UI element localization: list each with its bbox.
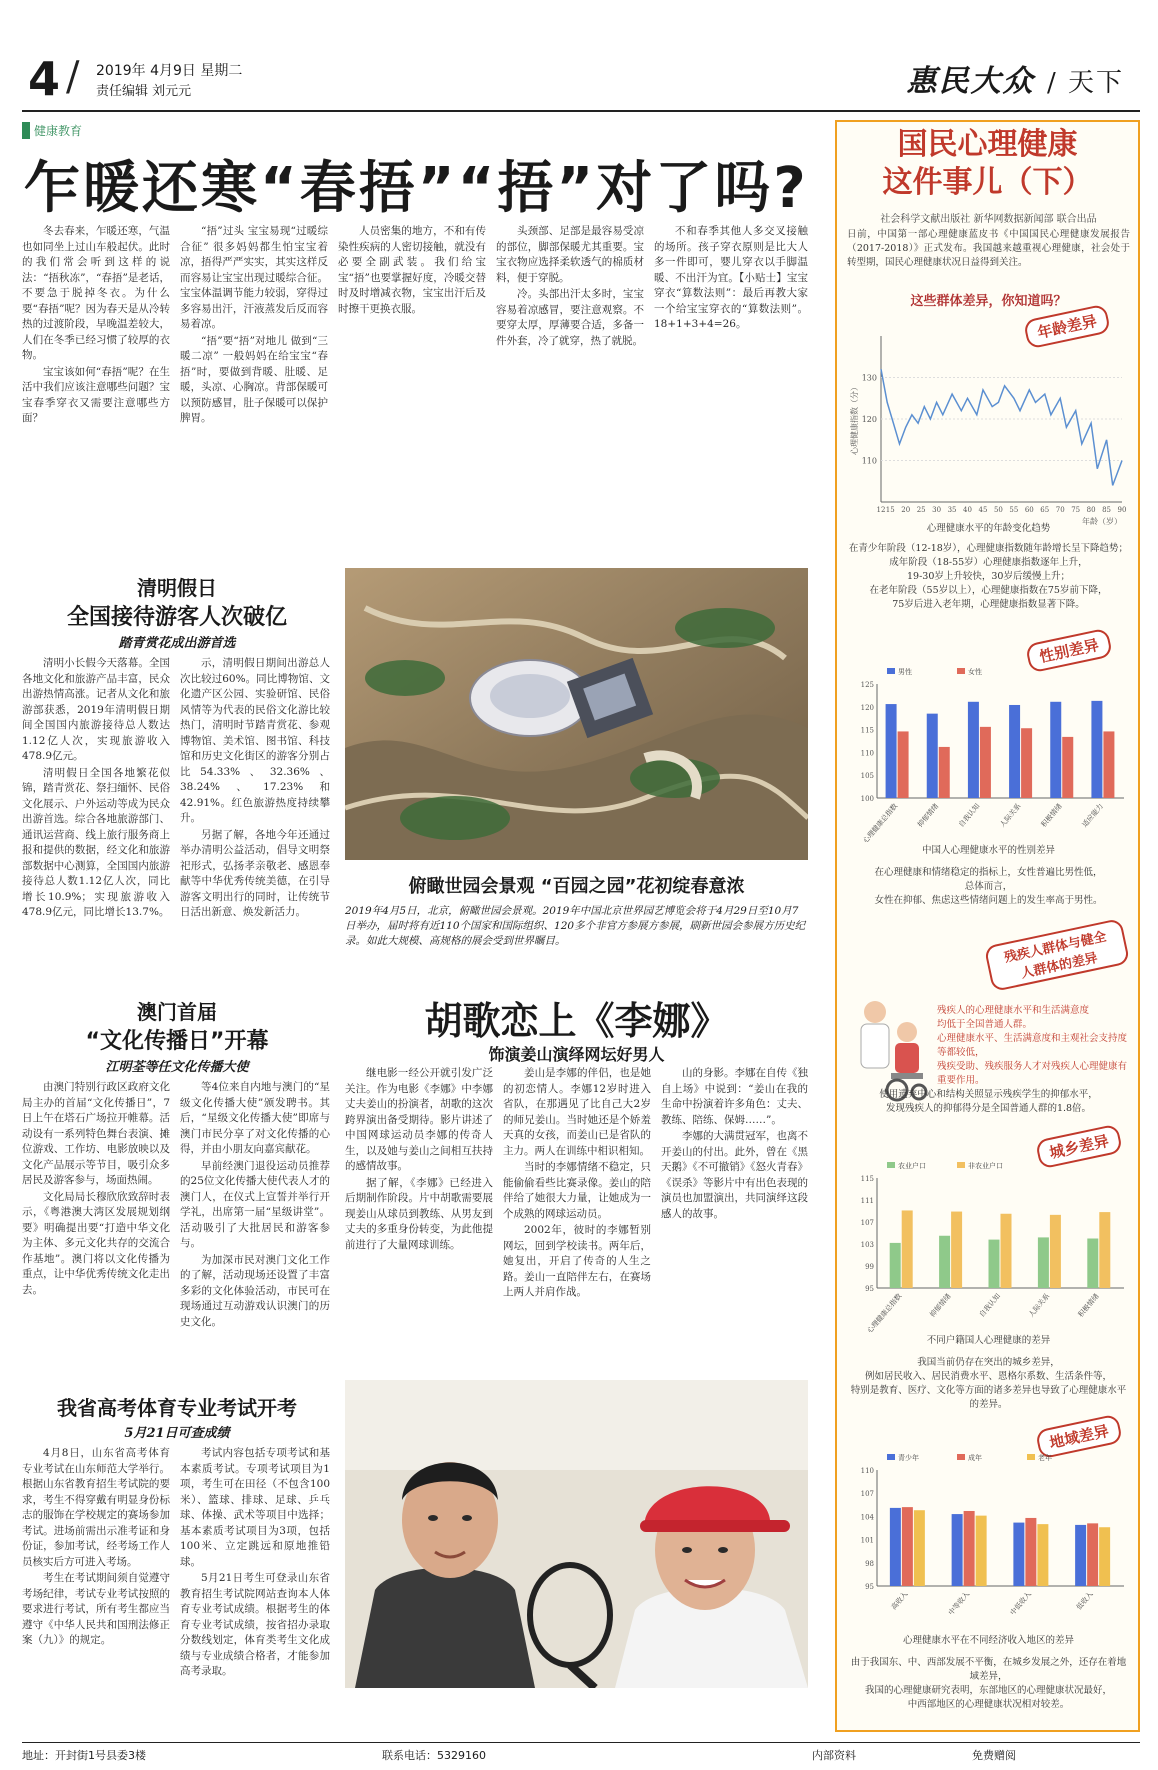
- y-tick-label: 107: [860, 1490, 874, 1499]
- y-tick-label: 110: [860, 1467, 874, 1475]
- x-tick-label: 自我认知: [957, 802, 982, 829]
- y-tick-label: 104: [860, 1513, 874, 1522]
- article2-paragraph: 示，清明假日期间出游总人次比较过60%。同比博物馆、文化遗产区公园、实验研馆、民俗风情等为代表的民俗文化游比较热门，清明时节踏青赏花、参观博物馆、美术馆、图书馆、科技馆和历史文化街区的游客分别占比54.33%、32.36%、38.24%、17.23%和42.91%。红色旅游热度持续攀升。: [180, 657, 330, 824]
- legend-label: 男性: [898, 668, 912, 676]
- age-series-line: [881, 369, 1122, 485]
- gender-note: 女性在抑郁、焦虑这些情绪问题上的发生率高于男性。: [874, 895, 1103, 906]
- sidebar-title: [837, 126, 1138, 202]
- x-tick-label: 中等收入: [947, 1590, 972, 1617]
- bar: [898, 731, 909, 798]
- y-tick-label: 130: [861, 373, 877, 383]
- age-note: 成年阶段（18-55岁）心理健康指数逐年上升，: [889, 557, 1088, 568]
- gender-notes: [847, 866, 1130, 908]
- header-rule: [22, 110, 1140, 112]
- disabled-notes-2: [847, 1088, 1130, 1116]
- bar: [1103, 731, 1114, 798]
- gender-note: 在心理健康和情绪稳定的指标上，女性普遍比男性低，: [874, 867, 1103, 878]
- article4-paragraph: 姜山是李娜的伴侣，也是她的初恋情人。李娜12岁时进入省队，在那遇见了比自己大2岁的师兄姜山。当时她还是个娇羞天真的女孩，而姜山已是省队的主力。两人在训练中相识相知。: [503, 1067, 651, 1157]
- article5-paragraph: 考试内容包括专项考试和基本素质考试。专项考试项目为1项，考生可在田径（不包含100米）、篮球、排球、足球、乒乓球、体操、武术等项目中选择；基本素质考试项目为3项，包括100米、立定跳远和原地推铅球。: [180, 1447, 330, 1568]
- article4-col-3: [661, 1066, 808, 1372]
- article3-col-1: [22, 1080, 170, 1370]
- bar: [1038, 1237, 1049, 1288]
- photo-park-caption: 2019年4月5日，北京，俯瞰世园会景观。2019年中国北京世界园艺博览会将于4月29日至10月7日举办，届时将有近110个国家和国际组织、120多个非官方参展方参展，刷新世园会参展方历史纪录。如此大规模、高规格的展会受到世界瞩目。: [345, 905, 806, 947]
- regional-note: 我国的心理健康研究表明，东部地区的心理健康状况最好，: [864, 1685, 1112, 1696]
- x-tick-label: 20: [901, 506, 911, 514]
- article3-paragraph: 由澳门特别行政区政府文化局主办的首届“文化传播日”，7日上午在塔石广场拉开帷幕。活动设有一系列特色舞台表演、摊位游戏、工作坊、电影放映以及文化产品展示等节目，吸引众多居民及游客参与，场面热闹。: [22, 1081, 170, 1186]
- gender-caption: 中国人心理健康水平的性别差异: [921, 845, 1055, 856]
- legend-label: 成年: [968, 1454, 982, 1462]
- bar: [1050, 1215, 1061, 1288]
- legend-swatch: [957, 1162, 965, 1168]
- article1-paragraph: 不和春季其他人多交叉接触的场所。孩子穿衣原则是比大人多一件即可，婴儿穿衣以手脚温暖、不出汗为宜。【小贴士】宝宝穿衣“算数法则”：最后再教大家一个给宝宝穿衣的“算数法则”。18+1+3+4=26。: [654, 225, 808, 330]
- bar: [890, 1508, 901, 1586]
- regional-notes: [847, 1656, 1130, 1712]
- badge-gender: 性别差异: [1025, 628, 1113, 674]
- bar: [939, 1236, 950, 1288]
- legend-label: 青少年: [898, 1454, 919, 1462]
- legend-swatch: [887, 668, 895, 674]
- bar: [952, 1514, 963, 1586]
- x-tick-label: 心理健康总指数: [865, 1292, 904, 1332]
- article1-paragraph: 冬去春来，乍暖还寒，气温也如同坐上过山车般起伏。此时的我们常会听到这样的说法：“捂秋冻”，“春捂”是老话，不要急于脱掉冬衣。为什么要“春捂”呢？因为春天是从冷转热的过渡阶段，早晚温差较大，人们在冬季已经习惯了较厚的衣物。: [22, 225, 170, 361]
- legend-label: 非农业户口: [968, 1162, 1003, 1170]
- x-tick-label: 15: [885, 506, 895, 514]
- bar: [964, 1511, 975, 1586]
- sidebar-intro: 日前，中国第一部心理健康蓝皮书《中国国民心理健康发展报告（2017-2018）》正式发布。我国越来越重视心理健康，社会处于转型期，国民心理健康状况日益得到关注。: [847, 229, 1130, 268]
- urban-rural-notes: [847, 1356, 1130, 1412]
- article3-paragraph: 早前经澳门退役运动员推荐的25位文化传播大使代表人才的澳门人，在仪式上宣誓并举行开学礼，出席第一届“星级讲堂”。活动吸引了大批居民和游客参与。: [180, 1159, 330, 1249]
- y-axis-label: 心理健康指数（分）: [850, 383, 859, 455]
- article5-paragraph: 5月21日考生可登录山东省教育招生考试院网站查询本人体育专业考试成绩。根据考生的体育专业考试成绩，按省招办录取分数线划定，体育类考生文化成绩与专业成绩合格者，才能参加高考录取。: [180, 1572, 330, 1677]
- x-tick-label: 60: [1024, 506, 1034, 514]
- disabled-note: 使用遗弃中心和结构关照显示残疾学生的抑郁水平，: [879, 1089, 1098, 1100]
- sidebar-title-line1: 国民心理健康: [897, 127, 1078, 162]
- article2-paragraph: 另据了解，各地今年还通过举办清明公益活动，倡导文明祭祀形式，弘扬孝亲敬老、感恩奉献等中华优秀传统美德，在引导游客文明出行的同时，让传统节日活出新意、焕发新活力。: [180, 828, 330, 918]
- article3-paragraph: 文化局局长穆欣欣致辞时表示，《粤港澳大湾区发展规划纲要》明确提出要“打造中华文化为主体、多元文化共存的交流合作基地”。澳门将以文化传播为重点，让中华优秀传统文化走出去。: [22, 1190, 170, 1296]
- bar: [1099, 1527, 1110, 1586]
- x-tick-label: 85: [1102, 506, 1112, 514]
- section-tag: 健康教育: [22, 122, 82, 139]
- y-tick-label: 103: [860, 1241, 874, 1249]
- bar: [927, 714, 938, 798]
- article4-paragraph: 2002年，彼时的李娜暂别网坛，回到学校读书。两年后，她复出，开启了传奇的人生之路。姜山一直陪伴左右，在赛场上两人并肩作战。: [503, 1224, 651, 1298]
- section-name: 天下: [1067, 68, 1124, 98]
- article1-paragraph: 冷。头部出汗太多时，宝宝容易着凉感冒，要注意观察。不要穿太厚，厚薄要合适，多备一件外套，冷了就穿，热了就脱。: [496, 288, 644, 347]
- sidebar-title-line2: 这件事儿（下）: [882, 165, 1093, 200]
- bar: [1062, 737, 1073, 798]
- x-tick-label: 70: [1055, 506, 1065, 514]
- chart-age-trend: [847, 322, 1130, 532]
- disabled-note: 心理健康水平、生活满意度和主观社会支持度等都较低，: [937, 1033, 1128, 1058]
- article4-paragraph: 山的身影。李娜在自传《独自上场》中说到：“姜山在我的生命中扮演着许多角色：丈夫、教练、陪练、保姆……”。: [661, 1067, 808, 1126]
- x-tick-label: 40: [963, 506, 972, 514]
- article1-paragraph: 头颈部、足部是最容易受凉的部位，脚部保暖尤其重要。宝宝衣物应选择柔软透气的棉质材料，便于穿脱。: [496, 225, 644, 284]
- article2-title-line1: 清明假日: [137, 576, 217, 600]
- issue-date: 2019年 4月9日 星期二: [96, 63, 243, 79]
- x-tick-label: 适应能力: [1080, 802, 1105, 829]
- y-tick-label: 120: [860, 703, 874, 712]
- disabled-notes: [937, 1004, 1132, 1088]
- legend-swatch: [957, 668, 965, 674]
- sidebar-question: 这些群体差异，你知道吗？: [910, 294, 1067, 309]
- article3-paragraph: 为加深市民对澳门文化工作的了解，活动现场还设置了丰富多彩的文化体验活动，市民可在现场通过互动游戏认识澳门的历史文化。: [180, 1253, 330, 1328]
- bar: [1075, 1525, 1086, 1586]
- legend-label: 老年: [1038, 1454, 1052, 1462]
- x-tick-label: 低收入: [1075, 1590, 1095, 1612]
- bar: [1025, 1518, 1036, 1586]
- regional-caption: 心理健康水平在不同经济收入地区的差异: [902, 1635, 1074, 1646]
- article2-col-1: [22, 656, 170, 966]
- bar: [1091, 701, 1102, 798]
- chart-gender: [847, 662, 1130, 842]
- bar: [886, 704, 897, 798]
- x-tick-label: 人际关系: [998, 802, 1023, 829]
- article4-byline: 饰演姜山演绎网坛好男人: [488, 1045, 665, 1064]
- article1-title: 乍暖还寒“春捂”“捂”对了吗?: [24, 156, 809, 221]
- article1-col-4: [496, 224, 644, 554]
- bar: [1050, 702, 1061, 798]
- x-tick-label: 50: [993, 506, 1003, 514]
- article1-paragraph: “捂”过头 宝宝易现“过暖综合征” 很多妈妈都生怕宝宝着凉，捂得严严实实，其实这样反而容易让宝宝出现过暖综合征。宝宝体温调节能力较弱，穿得过多容易出汗，汗液蒸发后反而容易着凉。: [180, 225, 328, 330]
- y-tick-label: 99: [865, 1263, 874, 1271]
- bar: [976, 1516, 987, 1586]
- badge-regional: 地域差异: [1035, 1414, 1123, 1460]
- x-tick-label: 积极情绪: [1039, 802, 1064, 829]
- urban-rural-note: 我国当前仍存在突出的城乡差异，: [917, 1357, 1060, 1368]
- x-tick-label: 抑郁情绪: [916, 802, 941, 829]
- x-tick-label: 心理健康总指数: [861, 802, 900, 842]
- footer-phone: 联系电话：5329160: [382, 1749, 486, 1762]
- article1-paragraph: “捂”要“捂”对地儿 做到“三暖二凉” 一般妈妈在给宝宝“春捂”时，要做到背暖、肚暖、足暖，头凉、心胸凉。背部保暖可以预防感冒，肚子保暖可以保护脾胃。: [180, 334, 328, 424]
- disabled-note: 均低于全国普通人群。: [937, 1019, 1033, 1030]
- page-header: [22, 50, 1140, 108]
- age-note: 19-30岁上升较快，30岁后缓慢上升；: [907, 571, 1070, 582]
- sidebar-mental-health: [835, 120, 1140, 1732]
- y-tick-label: 115: [860, 1175, 874, 1183]
- y-tick-label: 111: [860, 1197, 874, 1205]
- gender-note: 总体而言，: [964, 881, 1013, 892]
- x-tick-label: 人际关系: [1027, 1292, 1052, 1319]
- x-tick-label: 75: [1071, 506, 1081, 514]
- article1-col-5: [654, 224, 808, 554]
- x-axis-label: 年龄（岁）: [1082, 517, 1122, 526]
- x-tick-label: 中低收入: [1008, 1590, 1033, 1617]
- badge-disabled: 残疾人群体与健全人群体的差异: [984, 918, 1131, 992]
- x-tick-label: 65: [1040, 506, 1050, 514]
- article3-title-line1: 澳门首届: [137, 1000, 217, 1024]
- urban-rural-caption: 不同户籍国人心理健康的差异: [926, 1335, 1051, 1346]
- x-tick-label: 25: [916, 506, 926, 514]
- legend-label: 农业户口: [898, 1162, 926, 1170]
- urban-rural-note: 例如居民收入、居民消费水平、恩格尔系数、生活条件等，: [864, 1371, 1112, 1382]
- bar: [890, 1243, 901, 1288]
- y-tick-label: 100: [860, 795, 874, 803]
- article5-col-2: [180, 1446, 330, 1732]
- bar: [1009, 705, 1020, 798]
- article4-paragraph: 继电影一经公开就引发广泛关注。作为电影《李娜》中李娜丈夫姜山的扮演者，胡歌的这次跨界演出备受期待。影片讲述了中国网球运动员李娜的传奇人生，以及她与姜山之间相互扶持的感情故事。: [345, 1067, 493, 1172]
- footer-address: 地址：开封街1号县委3楼: [22, 1749, 146, 1762]
- chart-urban-rural: [847, 1156, 1130, 1332]
- bar: [968, 702, 979, 798]
- footer-free: 免费赠阅: [972, 1749, 1016, 1762]
- y-tick-label: 107: [860, 1219, 874, 1227]
- age-note: 在青少年阶段（12-18岁），心理健康指数随年龄增长呈下降趋势；: [848, 543, 1129, 554]
- article4-col-1: [345, 1066, 493, 1372]
- article1-col-1: [22, 224, 170, 554]
- x-tick-label: 35: [947, 506, 957, 514]
- article4-paragraph: 李娜的大满贯冠军，也离不开姜山的付出。此外，曾在《黑天鹅》《不可撤销》《怒火青春》《误杀》等影片中有出色表现的演员也加盟演出，共同演绎这段感人的故事。: [661, 1130, 808, 1220]
- disabled-note: 残疾受助、残疾服务人才对残疾人心理健康有重要作用。: [937, 1061, 1128, 1086]
- legend-swatch: [887, 1454, 895, 1460]
- regional-note: 由于我国东、中、西部发展不平衡，在城乡发展之外，还存在着地域差异，: [850, 1657, 1127, 1682]
- article5-byline: 5月21日可查成绩: [124, 1426, 230, 1441]
- article4-paragraph: 当时的李娜情绪不稳定，只能偷偷看些比赛录像。姜山的陪伴给了她很大力量，让她成为一个成熟的网球运动员。: [503, 1161, 651, 1220]
- y-tick-label: 110: [860, 749, 874, 758]
- bar: [1087, 1523, 1098, 1586]
- y-tick-label: 101: [860, 1536, 874, 1545]
- y-tick-label: 115: [860, 726, 874, 735]
- y-tick-label: 120: [861, 415, 877, 424]
- article5-paragraph: 4月8日，山东省高考体育专业考试在山东师范大学举行。根据山东省教育招生考试院的要求，考生不得穿戴有明显身份标志的服饰在学校规定的赛场参加考试。进场前需出示准考证和身份证，参加考试，经考场工作人员核实后方可进入考场。: [22, 1447, 170, 1568]
- article3-col-2: [180, 1080, 330, 1370]
- legend-label: 女性: [968, 668, 982, 676]
- y-tick-label: 110: [861, 456, 877, 466]
- sidebar-source: 社会科学文献出版社 新华网数据新闻部 联合出品: [880, 214, 1097, 225]
- article4-title: 胡歌恋上《李娜》: [424, 998, 729, 1043]
- article1-col-2: [180, 224, 328, 554]
- bar: [1001, 1214, 1012, 1288]
- y-tick-label: 95: [865, 1583, 874, 1591]
- editor-credit: 责任编辑 刘元元: [96, 84, 192, 99]
- badge-age: 年龄差异: [1023, 304, 1111, 350]
- bar: [1099, 1212, 1110, 1288]
- legend-swatch: [1027, 1454, 1035, 1460]
- legend-swatch: [957, 1454, 965, 1460]
- bar: [1037, 1524, 1048, 1586]
- bar: [1087, 1239, 1098, 1289]
- bar: [1021, 728, 1032, 798]
- badge-urban-rural: 城乡差异: [1035, 1124, 1123, 1170]
- article3-paragraph: 等4位来自内地与澳门的“星级文化传播大使”颁发聘书。其后，“星级文化传播大使”即席与澳门市民分享了对文化传播的心得，并由小朋友向嘉宾献花。: [180, 1081, 330, 1155]
- x-tick-label: 90: [1117, 506, 1127, 514]
- x-tick-label: 12: [876, 506, 886, 514]
- chart-regional: [847, 1448, 1130, 1630]
- bar: [989, 1240, 1000, 1288]
- masthead-name: 惠民大众: [906, 64, 1035, 99]
- x-tick-label: 高收入: [889, 1590, 910, 1612]
- page-number: 4: [28, 52, 61, 106]
- page-slash: /: [66, 54, 80, 100]
- article2-paragraph: 清明假日全国各地繁花似锦，踏青赏花、祭扫缅怀、民俗文化展示、户外运动等成为民众出游首选。综合各地旅游部门、通讯运营商、线上旅行服务商上报和提供的数据，经文化和旅游部数据中心测算，全国国内旅游接待总人数1.12亿人次，同比增长10.9%；实现旅游收入478.9亿元，同比增长13.7%。: [22, 766, 170, 918]
- article3-title-line2: “文化传播日”开幕: [85, 1029, 269, 1054]
- x-tick-label: 抑郁情绪: [928, 1292, 953, 1319]
- x-tick-label: 30: [932, 506, 942, 514]
- disabled-note: 发现残疾人的抑郁得分是全国普通人群的1.8倍。: [885, 1103, 1092, 1114]
- x-tick-label: 55: [1009, 506, 1019, 514]
- x-tick-label: 80: [1086, 506, 1096, 514]
- photo-actors: [345, 1380, 808, 1688]
- article5-paragraph: 考生在考试期间须自觉遵守考场纪律，考试专业考试按照的要求进行考试，所有考生都应当遵守《中华人民共和国刑法修正案（九）》的规定。: [22, 1572, 170, 1646]
- age-note: 在老年阶段（55岁以上），心理健康指数在75岁前下降，: [869, 585, 1108, 596]
- doctor-patient-illustration: [847, 992, 937, 1102]
- article3-byline: 江明荃等任文化传播大使: [105, 1060, 249, 1075]
- disabled-note: 残疾人的心理健康水平和生活满意度: [937, 1005, 1090, 1016]
- age-note: 75岁后进入老年期，心理健康指数显著下降。: [892, 599, 1085, 610]
- article4-paragraph: 据了解，《李娜》已经进入后期制作阶段。片中胡歌需要展现姜山从球员到教练、从男友到丈夫的多重身份转变，为此他提前进行了大量网球训练。: [345, 1176, 493, 1251]
- age-caption: 心理健康水平的年龄变化趋势: [926, 523, 1051, 534]
- age-notes: [847, 542, 1130, 612]
- article5-title: 我省高考体育专业考试开考: [57, 1396, 297, 1420]
- article1-paragraph: 宝宝该如何“春捂”呢？在生活中我们应该注意哪些问题？宝宝春季穿衣又需要注意哪些方面？: [22, 365, 170, 424]
- bar: [980, 727, 991, 798]
- article2-byline: 踏青赏花成出游首选: [118, 636, 236, 651]
- regional-note: 中西部地区的心理健康状况相对较差。: [907, 1699, 1070, 1710]
- article2-title-line2: 全国接待游客人次破亿: [66, 605, 287, 630]
- page-footer: [22, 1742, 1140, 1762]
- x-tick-label: 积极情绪: [1076, 1292, 1101, 1319]
- bar: [939, 747, 950, 798]
- bar: [902, 1507, 913, 1586]
- article1-col-3: [338, 224, 486, 554]
- bar: [951, 1212, 962, 1288]
- bar: [914, 1510, 925, 1586]
- article2-col-2: [180, 656, 330, 966]
- y-tick-label: 105: [860, 772, 874, 781]
- masthead: 惠民大众 / 天下: [906, 64, 1124, 99]
- urban-rural-note: 特别是教育、医疗、文化等方面的诸多差异也导致了心理健康水平的差异。: [850, 1385, 1127, 1410]
- bar: [1013, 1523, 1024, 1586]
- article5-col-1: [22, 1446, 170, 1732]
- footer-internal: 内部资料: [812, 1749, 856, 1762]
- article4-col-2: [503, 1066, 651, 1372]
- legend-swatch: [887, 1162, 895, 1168]
- y-tick-label: 98: [865, 1559, 874, 1568]
- article2-paragraph: 清明小长假今天落幕。全国各地文化和旅游产品丰富，民众出游热情高涨。记者从文化和旅游部获悉，2019年清明假日期间全国国内旅游接待总人数达1.12亿人次，实现旅游收入478.9亿元。: [22, 657, 170, 762]
- x-tick-label: 45: [978, 506, 988, 514]
- y-tick-label: 95: [865, 1285, 874, 1293]
- x-tick-label: 自我认知: [977, 1292, 1003, 1319]
- y-tick-label: 125: [860, 681, 874, 689]
- bar: [902, 1210, 913, 1288]
- photo-expo-park: [345, 568, 808, 860]
- article1-paragraph: 人员密集的地方，不和有传染性疾病的人密切接触，就没有必要全副武装。我们给宝宝“捂”也要掌握好度，冷暖交替时及时增减衣物，宝宝出汗后及时擦干更换衣服。: [338, 225, 486, 315]
- photo-park-title: 俯瞰世园会景观 “百园之园”花初绽春意浓: [408, 876, 745, 897]
